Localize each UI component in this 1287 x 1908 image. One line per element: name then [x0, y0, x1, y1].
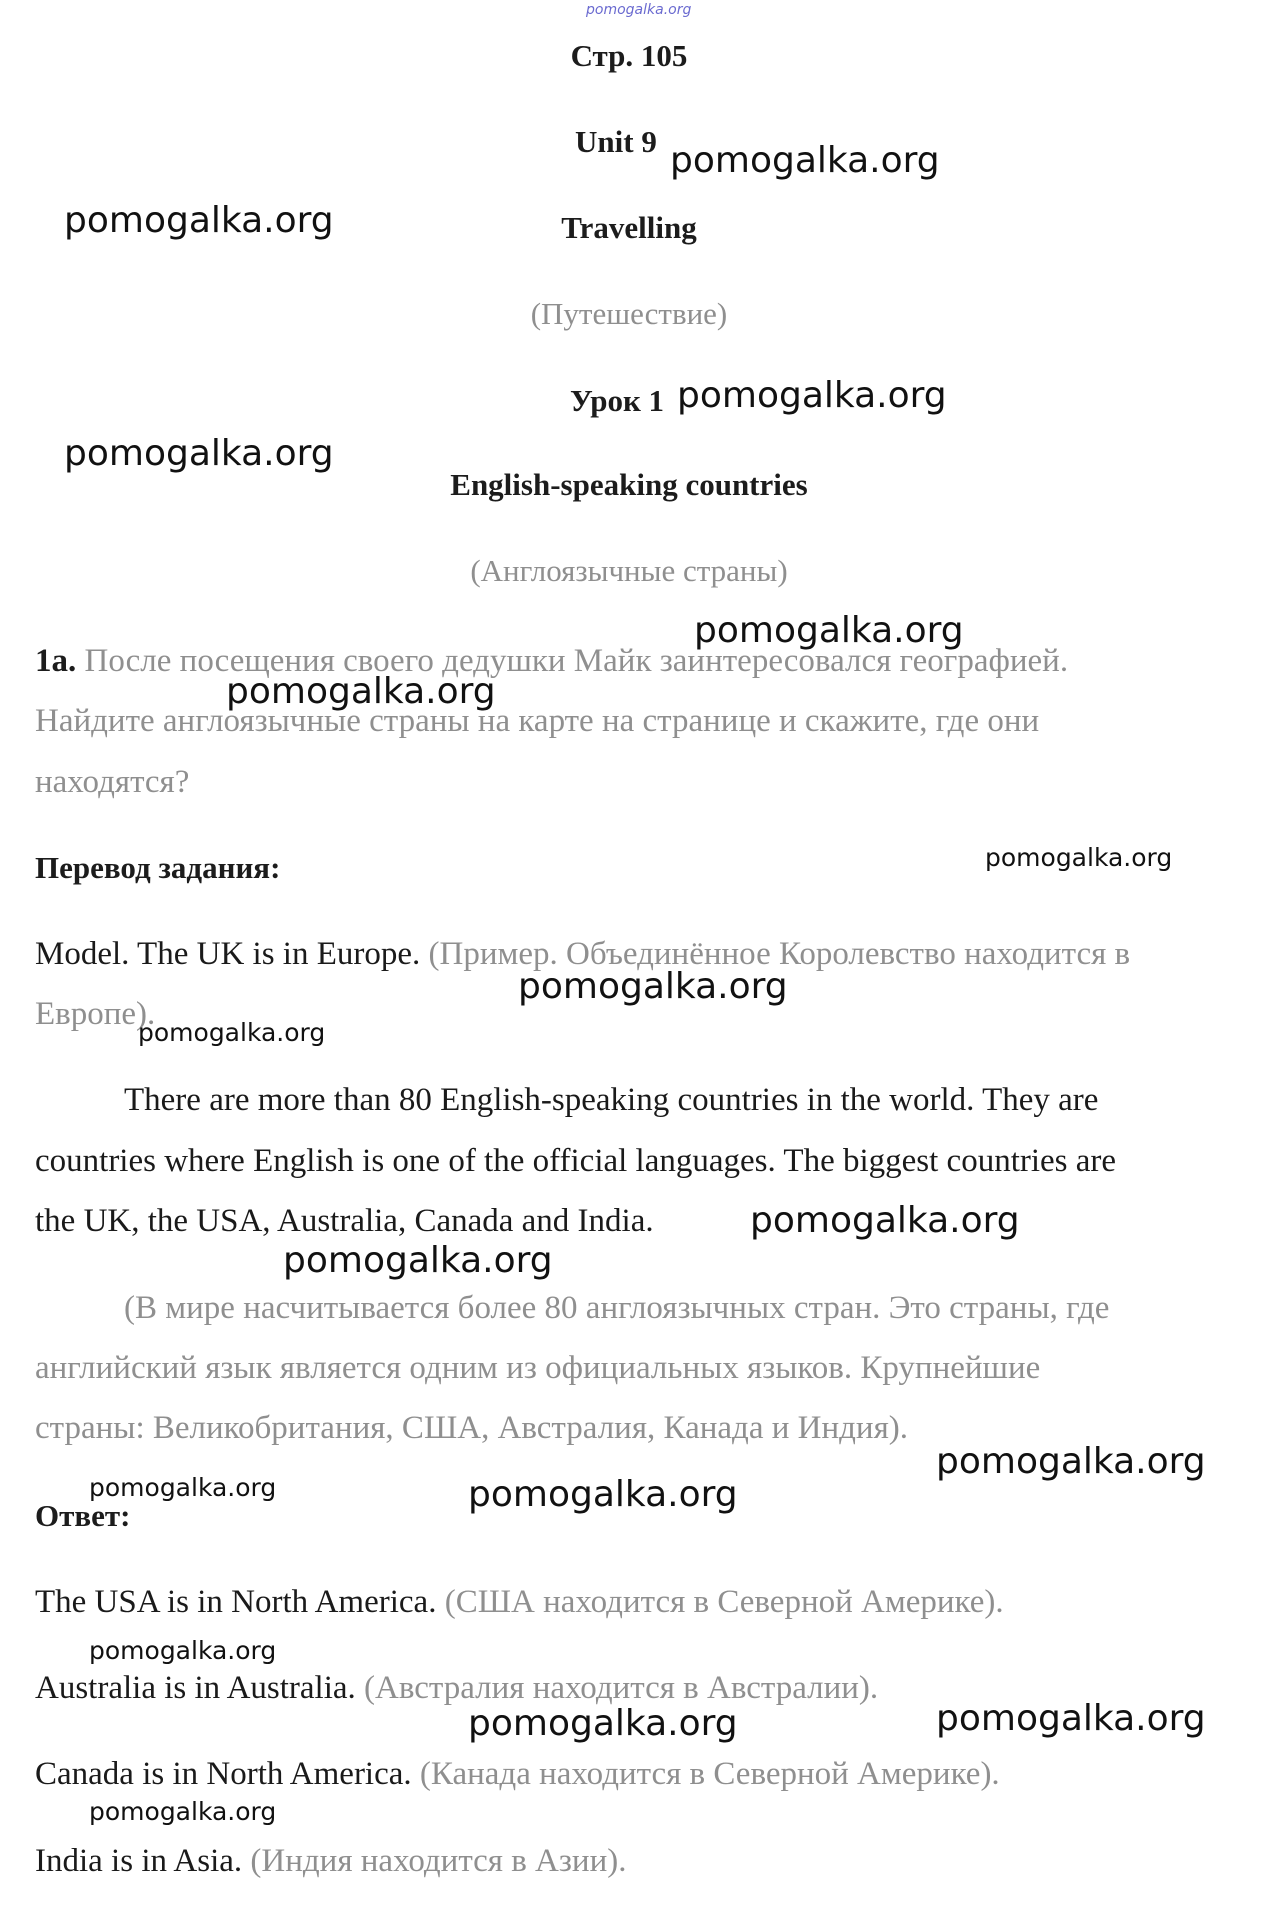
watermark: pomogalka.org	[138, 1018, 326, 1047]
watermark: pomogalka.org	[670, 140, 940, 181]
watermark: pomogalka.org	[89, 1797, 277, 1826]
watermark: pomogalka.org	[936, 1698, 1206, 1739]
unit-title: Travelling	[561, 210, 697, 245]
answer-en: Canada is in North America.	[35, 1756, 412, 1792]
page-number: Стр. 105	[570, 38, 688, 73]
watermark: pomogalka.org	[750, 1200, 1020, 1241]
lesson-title-translation: (Англоязычные страны)	[470, 553, 788, 588]
watermark: pomogalka.org	[64, 200, 334, 241]
watermark: pomogalka.org	[677, 375, 947, 416]
watermark: pomogalka.org	[89, 1636, 277, 1665]
watermark: pomogalka.org	[468, 1474, 738, 1515]
watermark: pomogalka.org	[64, 433, 334, 474]
paragraph-en-line-2: countries where English is one of the official languages. The biggest countries are	[35, 1143, 1117, 1179]
translation-heading: Перевод задания:	[35, 850, 281, 885]
answer-ru: (Индия находится в Азии).	[250, 1843, 627, 1879]
paragraph-ru-line-2: английский язык является одним из официальных языков. Крупнейшие	[35, 1350, 1041, 1386]
answer-ru: (Австралия находится в Австралии).	[364, 1670, 879, 1706]
answer-en: The USA is in North America.	[35, 1584, 437, 1620]
task-line-3: находятся?	[35, 764, 190, 800]
top-watermark: pomogalka.org	[586, 2, 692, 18]
watermark: pomogalka.org	[89, 1473, 277, 1502]
answer-line	[35, 1582, 1004, 1622]
model-en: Model. The UK is in Europe.	[35, 936, 421, 972]
task-line-2: Найдите англоязычные страны на карте на странице и скажите, где они	[35, 703, 1040, 739]
answer-en: Australia is in Australia.	[35, 1670, 356, 1706]
answer-ru: (Канада находится в Северной Америке).	[419, 1756, 1000, 1792]
answer-ru: (США находится в Северной Америке).	[444, 1584, 1004, 1620]
model-ru-2: Европе).	[35, 996, 156, 1032]
answer-en: India is in Asia.	[35, 1843, 243, 1879]
answer-line	[35, 1668, 878, 1708]
watermark: pomogalka.org	[936, 1441, 1206, 1482]
answer-line	[35, 1754, 1000, 1794]
paragraph-en-line-3: the UK, the USA, Australia, Canada and India.	[35, 1203, 654, 1239]
watermark: pomogalka.org	[518, 966, 788, 1007]
paragraph-en-line-1: There are more than 80 English-speaking countries in the world. They are	[124, 1082, 1099, 1118]
unit-label: Unit 9	[575, 124, 657, 159]
watermark: pomogalka.org	[985, 843, 1173, 872]
paragraph-ru-line-1: (В мире насчитывается более 80 англоязычных стран. Это страны, где	[124, 1290, 1110, 1326]
watermark: pomogalka.org	[226, 671, 496, 712]
task-text-1: После посещения своего дедушки Майк заинтересовался географией.	[84, 643, 1069, 679]
paragraph-ru-line-3: страны: Великобритания, США, Австралия, Канада и Индия).	[35, 1410, 908, 1446]
answer-heading: Ответ:	[35, 1498, 131, 1533]
watermark: pomogalka.org	[694, 610, 964, 651]
unit-title-translation: (Путешествие)	[530, 296, 728, 331]
watermark: pomogalka.org	[283, 1240, 553, 1281]
model-ru-1: (Пример. Объединённое Королевство находится в	[428, 936, 1131, 972]
lesson-label: Урок 1	[570, 383, 665, 418]
watermark: pomogalka.org	[468, 1703, 738, 1744]
lesson-title: English-speaking countries	[450, 467, 808, 502]
task-number: 1а.	[35, 643, 77, 679]
answer-line	[35, 1841, 626, 1881]
